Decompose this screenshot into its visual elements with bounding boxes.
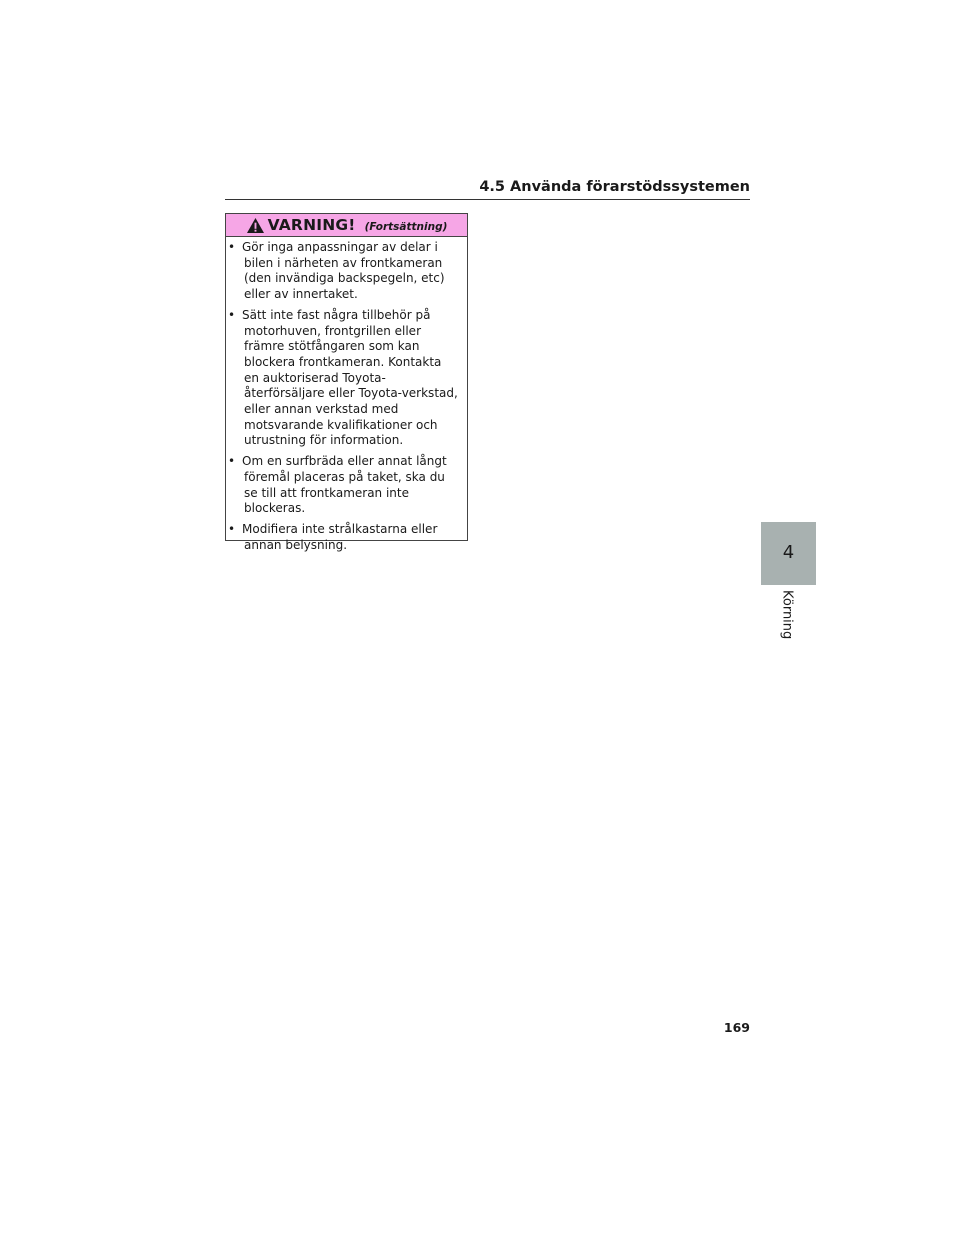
list-item (228, 307, 459, 449)
page-number: 169 (723, 1020, 750, 1035)
bullet: • (228, 240, 236, 254)
chapter-label-text: Körning (779, 590, 795, 640)
warning-list (226, 237, 467, 553)
bullet: • (228, 307, 236, 322)
chapter-label (778, 590, 796, 640)
warning-title: VARNING! (267, 216, 356, 234)
list-item (228, 240, 459, 303)
header-divider (225, 199, 750, 200)
section-title: 4.5 Använda förarstödssystemen (479, 179, 750, 195)
chapter-tab (761, 522, 816, 585)
list-item-text: Sätt inte fast några tillbehör på motorhuven, frontgrillen eller främre stötfångaren som kan blockera frontkameran. Kontakta en auktoriserad Toyota-återförsäljare eller Toyota-verkstad, eller annan verkstad med motsvarande kvalifikationer och utrustning för information. (242, 307, 458, 448)
warning-header (226, 214, 467, 237)
list-item-text: Gör inga anpassningar av delar i bilen i närheten av frontkameran (den invändiga backspegeln, etc) eller av innertaket. (242, 240, 445, 302)
list-item (228, 521, 459, 553)
warning-box (225, 213, 468, 552)
warning-continuation: (Fortsättning) (364, 220, 448, 233)
list-item-text: Modifiera inte strålkastarna eller annan belysning. (242, 521, 438, 552)
chapter-number: 4 (782, 542, 795, 563)
list-item (228, 454, 459, 517)
bullet: • (228, 454, 236, 469)
bullet: • (228, 521, 236, 536)
list-item-text: Om en surfbräda eller annat långt föremål placeras på taket, ska du se till att frontkameran inte blockeras. (242, 454, 447, 516)
warning-triangle-icon (246, 217, 265, 234)
